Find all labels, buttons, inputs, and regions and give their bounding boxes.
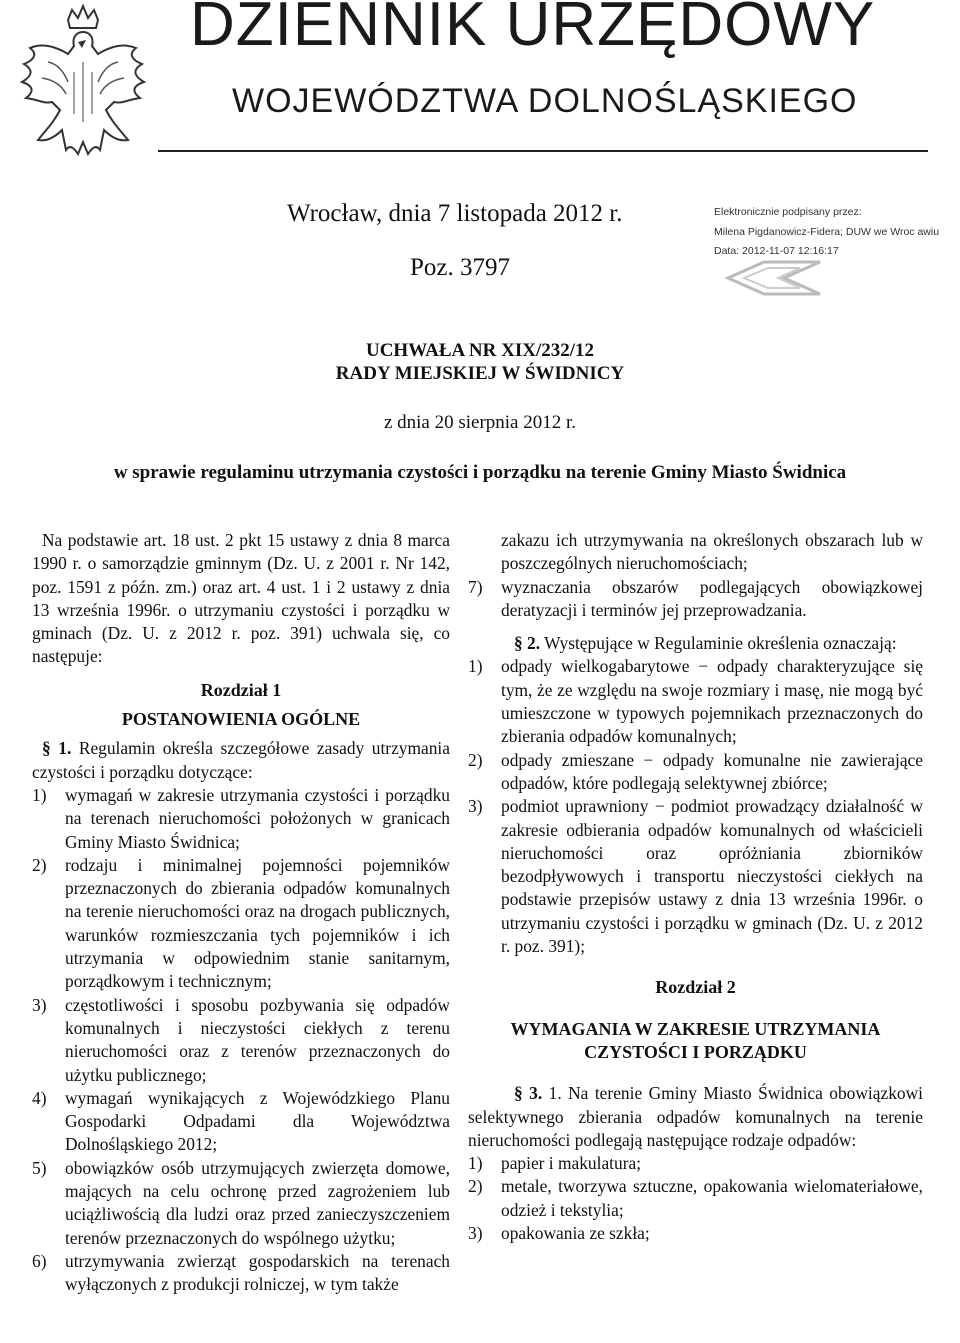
waste-type-item: 3) opakowania ze szkła; [468,1223,650,1244]
preamble: Na podstawie art. 18 ust. 2 pkt 15 ustawy z dnia 8 marca 1990 r. o samorządzie gminnym (Dz. U. z 2001 r. Nr 142, poz. 1591 z późn. zm.) oraz art. 4 ust. 1 i 2 ustawy z dnia 13 września 1996r. o utrzymaniu czystości i porządku w gminach (Dz. U. z 2012 r. poz. 391) uchwala się, co następuje: [32,530,450,667]
waste-type-item: 1) papier i makulatura; [468,1153,642,1174]
waste-type-item: 2) metale, tworzywa sztuczne, opakowania wielomateriałowe, odzież i tekstylia; [468,1176,923,1220]
paragraph-2 [468,632,923,655]
definition-item: 2) odpady zmieszane − odpady komunalne nie zawierające odpadów, które podlegają selektywnej zbiórce; [468,749,923,793]
header-divider [158,150,928,152]
paragraph-1 [32,737,450,784]
definition-item: 3) podmiot uprawniony − podmiot prowadzący działalność w zakresie odbierania odpadów komunalnych od właścicieli nieruchomości oraz opróżniania zbiorników bezodpływowych i transportu nieczystości ciekłych na podstawie przepisów ustawy z dnia 13 września 1996r. o utrzymaniu czystości i porządku w gminach (Dz. U. z 2012 r. poz. 391); [468,796,923,957]
resolution-number: UCHWAŁA NR XIX/232/12 [365,340,595,361]
paragraph-1-text: Regulamin określa szczegółowe zasady utrzymania czystości i porządku dotyczące: [32,738,450,782]
signature-stamp-icon [724,258,824,296]
paragraph-2-label: § 2. [514,633,541,654]
chapter-1-label: Rozdział 1 [200,679,282,700]
list-item: 6) utrzymywania zwierząt gospodarskich na terenach wyłączonych z produkcji rolniczej, w tym także [32,1250,450,1295]
list-item: 1) wymagań w zakresie utrzymania czystości i porządku na terenach nieruchomości położonych w granicach Gminy Miasto Świdnica; [32,784,450,852]
position-number: Poz. 3797 [410,254,510,281]
list-item: 7) wyznaczania obszarów podlegających obowiązkowej deratyzacji i terminów jej przeprowadzania. [468,576,923,620]
resolution-date: z dnia 20 sierpnia 2012 r. [383,412,577,433]
list-item: 4) wymagań wynikających z Wojewódzkiego Planu Gospodarki Odpadami dla Województwa Dolnośląskiego 2012; [32,1087,450,1155]
chapter-2-label: Rozdział 2 [655,977,736,998]
chapter-2-title: WYMAGANIA W ZAKRESIE UTRZYMANIA CZYSTOŚCI I PORZĄDKU [510,1018,881,1062]
chapter-1-title: POSTANOWIENIA OGÓLNE [121,709,361,730]
paragraph-3-text: 1. Na terenie Gminy Miasto Świdnica obowiązkowi selektywnego zbierania odpadów komunalnych na terenie nieruchomości podlegają następujące rodzaje odpadów: [468,1083,923,1150]
left-column [32,529,450,1297]
polish-eagle-emblem-icon [8,2,158,172]
journal-subtitle: WOJEWÓDZTWA DOLNOŚLĄSKIEGO [232,82,858,120]
journal-title: DZIENNIK URZĘDOWY [190,0,876,59]
paragraph-1-label: § 1. [42,738,72,759]
definition-item: 1) odpady wielkogabarytowe − odpady charakteryzujące się tym, że ze względu na swoje rozmiary i masę, nie mogą być umieszczone w typowych pojemnikach przeznaczonych do zbierania odpadów komunalnych; [468,656,923,747]
right-column [468,529,923,1245]
paragraph-2-text: Występujące w Regulaminie określenia oznaczają: [540,633,897,654]
signature-line-2: Milena Pigdanowicz-Fidera; DUW we Wroc awiu [714,225,940,238]
electronic-signature-block [714,207,960,266]
resolution-council: RADY MIEJSKIEJ W ŚWIDNICY [335,363,625,384]
list-item: 2) rodzaju i minimalnej pojemności pojemników przeznaczonych do zbierania odpadów komunalnych na terenie nieruchomości oraz na drogach publicznych, warunków rozmieszczania tych pojemników i ich utrzymania w odpowiednim stanie sanitarnym, porządkowym i technicznym; [32,854,450,992]
publication-dateline: Wrocław, dnia 7 listopada 2012 r. [287,200,623,227]
list-item: 3) częstotliwości i sposobu pozbywania się odpadów komunalnych i nieczystości ciekłych z terenu nieruchomości oraz z terenów przeznaczonych do użytku publicznego; [32,994,450,1085]
resolution-topic: w sprawie regulaminu utrzymania czystości i porządku na terenie Gminy Miasto Świdnica [113,462,847,483]
paragraph-3-label: § 3. [514,1083,543,1104]
list-item-continuation: zakazu ich utrzymywania na określonych obszarach lub w poszczególnych nieruchomościach; [501,530,923,574]
signature-line-1: Elektronicznie podpisany przez: [714,206,862,218]
paragraph-3 [468,1082,923,1152]
signature-line-3: Data: 2012-11-07 12:16:17 [714,245,839,257]
list-item: 5) obowiązków osób utrzymujących zwierzęta domowe, mających na celu ochronę przed zagrożeniem lub uciążliwością dla ludzi oraz przed zanieczyszczeniem terenów przeznaczonych do wspólnego użytku; [32,1157,450,1248]
